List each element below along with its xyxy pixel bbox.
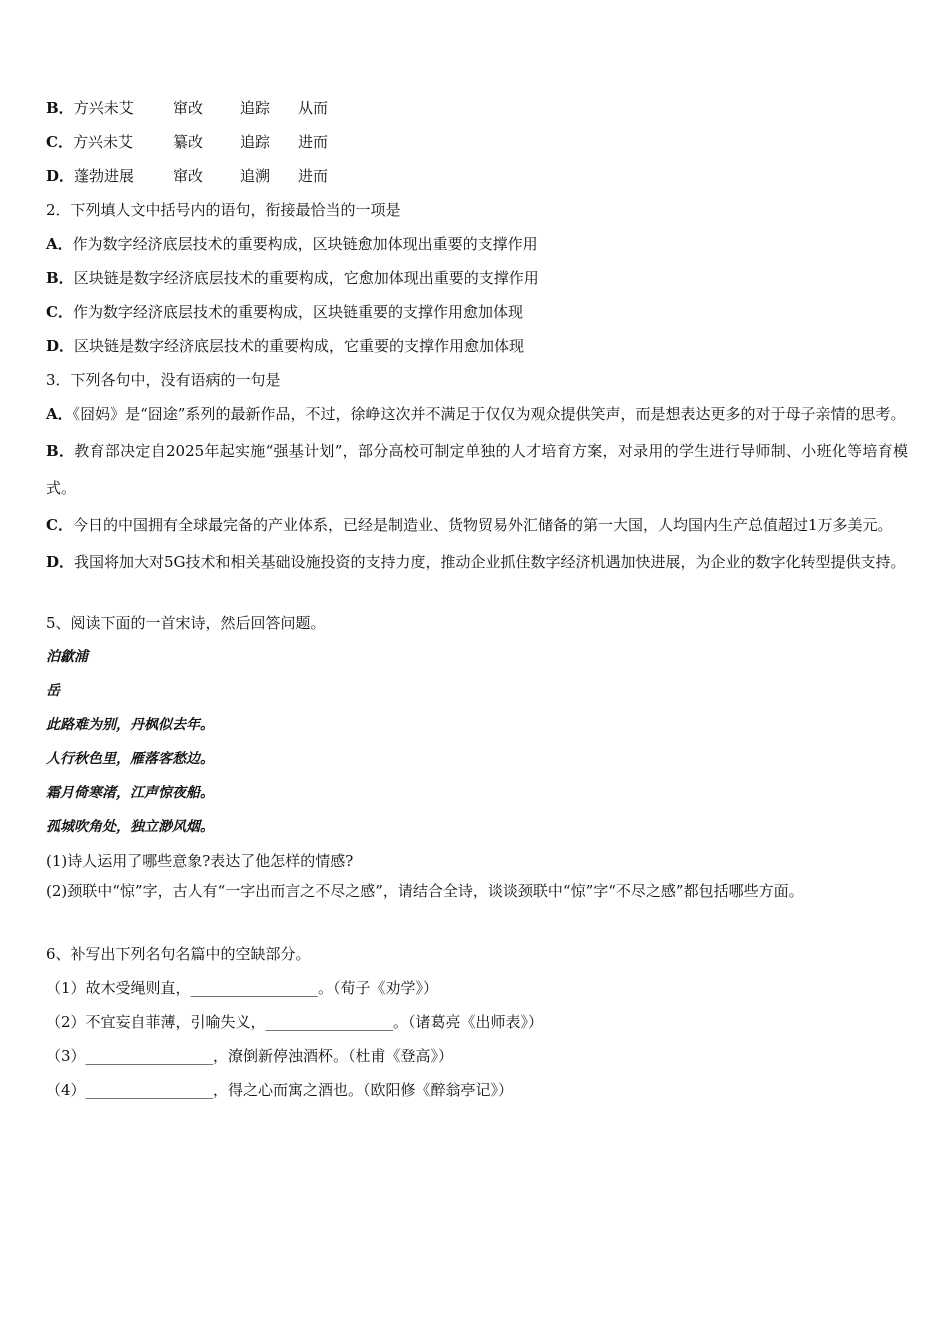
q6-item: （2）不宜妄自菲薄，引喻失义，_________________。（诸葛亮《出师表》） (46, 1013, 544, 1031)
q3-stem: 3．下列各句中，没有语病的一句是 (46, 371, 281, 389)
poem-line: 人行秋色里，雁落客愁边。 (46, 751, 214, 767)
poem-line: 此路难为别，丹枫似去年。 (46, 717, 214, 733)
q3-option-d: D．我国将加大对5G技术和相关基础设施投资的支持力度，推动企业抓住数字经济机遇加快进展，为企业的数字化转型提供支持。 (46, 553, 906, 571)
q5-sub2: (2)颈联中“惊”字，古人有“一字出而言之不尽之感”，请结合全诗，谈谈颈联中“惊”字“不尽之感”都包括哪些方面。 (46, 882, 804, 900)
q3-option-a: A．《囧妈》是“囧途”系列的最新作品，不过，徐峥这次并不满足于仅仅为观众提供笑声，而是想表达更多的对于母子亲情的思考。 (46, 405, 906, 423)
document-page (46, 98, 908, 1100)
q1-option-c: C．方兴未艾 纂改 追踪 进而 (46, 133, 329, 151)
q6-item: （4）_________________，得之心而寓之酒也。（欧阳修《醉翁亭记》） (46, 1081, 514, 1099)
poem-author: 岳 (46, 683, 60, 699)
q2-option-c: C．作为数字经济底层技术的重要构成，区块链重要的支撑作用愈加体现 (46, 303, 523, 321)
q1-options (46, 98, 908, 186)
q6-item: （3）_________________，潦倒新停浊酒杯。（杜甫《登高》） (46, 1047, 454, 1065)
q3-option-b: B．教育部决定自2025年起实施“强基计划”，部分高校可制定单独的人才培育方案，对录用的学生进行导师制、小班化等培育模式。 (46, 442, 908, 497)
q2-option-b: B．区块链是数字经济底层技术的重要构成，它愈加体现出重要的支撑作用 (46, 269, 539, 287)
q1-option-b: B．方兴未艾 窜改 追踪 从而 (46, 99, 329, 117)
q5-sub1: (1)诗人运用了哪些意象?表达了他怎样的情感? (46, 852, 354, 870)
poem-line: 霜月倚寒渚，江声惊夜船。 (46, 785, 214, 801)
q6-stem: 6、补写出下列名句名篇中的空缺部分。 (46, 945, 311, 963)
q2-option-d: D．区块链是数字经济底层技术的重要构成，它重要的支撑作用愈加体现 (46, 337, 525, 355)
poem-line: 孤城吹角处，独立渺风烟。 (46, 819, 214, 835)
poem-title: 泊歙浦 (46, 649, 88, 665)
q1-option-d: D．蓬勃进展 窜改 追溯 进而 (46, 167, 329, 185)
q6-item: （1）故木受绳则直，_________________。（荀子《劝学》） (46, 979, 439, 997)
q5-stem: 5、阅读下面的一首宋诗，然后回答问题。 (46, 614, 326, 632)
q3-option-c: C．今日的中国拥有全球最完备的产业体系，已经是制造业、货物贸易外汇储备的第一大国，人均国内生产总值超过1万多美元。 (46, 516, 893, 534)
q2-stem: 2．下列填人文中括号内的语句，衔接最恰当的一项是 (46, 201, 401, 219)
q2-option-a: A．作为数字经济底层技术的重要构成，区块链愈加体现出重要的支撑作用 (46, 235, 538, 253)
